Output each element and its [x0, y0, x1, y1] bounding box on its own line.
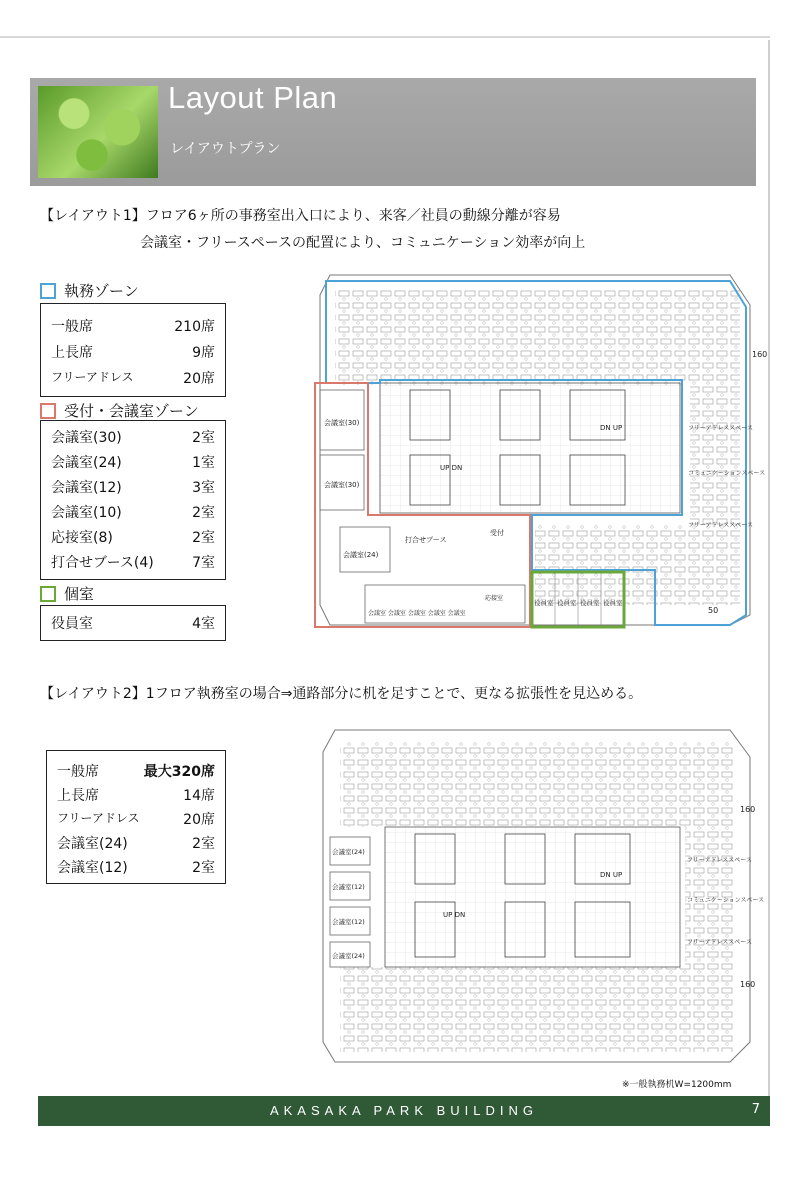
plan2-free1: フリーアドレススペース: [687, 857, 752, 864]
plan2-stairs-b: UP DN: [443, 911, 466, 919]
plan1-meeting24: 会議室(24): [343, 551, 379, 559]
plan1-comm: コミュニケーションスペース: [688, 470, 766, 477]
layout2-box: 一般席 最大320席 上長席 14席 フリーアドレス 20席 会議室(24) 2室 会議室(12) 2室: [46, 750, 226, 884]
zone-private-swatch: [40, 586, 56, 602]
desk-width-note: ※一般執務机W=1200mm: [622, 1080, 732, 1090]
plan2-stairs-a: DN UP: [600, 871, 623, 879]
plan1-exec4: 役員室: [603, 599, 623, 607]
plan2-meet12a: 会議室(12): [332, 883, 365, 891]
page-header: [30, 78, 756, 186]
footer-bar: [38, 1096, 770, 1126]
layout1-line2: 会議室・フリースペースの配置により、コミュニケーション効率が向上: [140, 235, 586, 251]
plan2-comm: コミュニケーションスペース: [687, 897, 765, 904]
floor-plan-2: [315, 722, 765, 1072]
plan1-reception: 受付: [490, 529, 504, 537]
plan1-free2: フリーアドレススペース: [688, 522, 753, 529]
zone-private-title: [40, 583, 94, 604]
plan2-meet24b: 会議室(24): [332, 952, 365, 960]
plan1-stairs-b: UP DN: [440, 464, 463, 472]
plan2-meet12b: 会議室(12): [332, 918, 365, 926]
right-rule: [768, 40, 770, 1100]
zone-meeting-title: [40, 400, 199, 421]
plan1-meeting30b: 会議室(30): [324, 481, 360, 489]
layout2-line1: 【レイアウト2】1フロア執務室の場合⇒通路部分に机を足すことで、更なる拡張性を見込める。: [40, 686, 643, 702]
layout1-line1: 【レイアウト1】フロア6ヶ所の事務室出入口により、来客／社員の動線分離が容易: [40, 208, 561, 224]
zone-private-label: 個室: [64, 585, 95, 603]
leaf-photo: [38, 86, 158, 178]
zone-meeting-box: 会議室(30) 2室 会議室(24) 1室 会議室(12) 3室 会議室(10) 2室 応接室(8) 2室 打合せブース(4) 7室: [40, 420, 226, 580]
zone-office-box: 一般席 210席 上長席 9席 フリーアドレス 20席: [40, 303, 226, 397]
plan1-exec1: 役員室: [534, 599, 554, 607]
plan1-dim2: 50: [708, 606, 719, 615]
plan1-reception-room: 応接室: [485, 595, 504, 602]
zone-meeting-swatch: [40, 403, 56, 419]
top-rule: [0, 36, 770, 38]
plan1-free1: フリーアドレススペース: [688, 425, 753, 432]
plan2-meet24a: 会議室(24): [332, 848, 365, 856]
plan2-dim2: 160: [740, 980, 756, 989]
zone-meeting-label: 受付・会議室ゾーン: [64, 402, 199, 420]
page-number: 7: [751, 1102, 760, 1117]
floor-plan-1: [310, 265, 768, 635]
plan2-dim1: 160: [740, 805, 756, 814]
plan1-exec2: 役員室: [557, 599, 577, 607]
zone-office-swatch: [40, 283, 56, 299]
zone-private-box: 役員室 4室: [40, 605, 226, 641]
plan1-stairs-a: DN UP: [600, 424, 623, 432]
zone-office-label: 執務ゾーン: [64, 282, 139, 300]
plan1-dim1: 160: [752, 350, 768, 359]
building-name: AKASAKA PARK BUILDING: [269, 1103, 539, 1118]
page-title: Layout Plan: [168, 80, 338, 115]
page-subtitle: レイアウトプラン: [170, 141, 281, 157]
plan1-booth: 打合せブース: [405, 536, 447, 544]
plan2-free2: フリーアドレススペース: [687, 939, 752, 946]
plan1-small-rooms: 会議室 会議室 会議室 会議室 会議室: [368, 610, 466, 617]
plan1-meeting30a: 会議室(30): [324, 419, 360, 427]
plan1-exec3: 役員室: [580, 599, 600, 607]
zone-office-title: [40, 280, 139, 301]
